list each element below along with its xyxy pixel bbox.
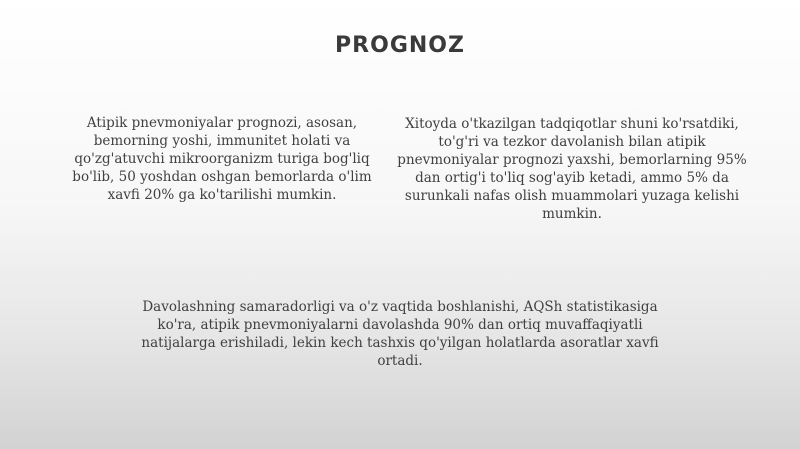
left-paragraph: Atipik pnevmoniyalar prognozi, asosan, bemorning yoshi, immunitet holati va qo'zg'atuvchi mikroorganizm turiga bog'liq bo'lib, 50 yoshdan oshgan bemorlarda o'lim xavfi 20% ga ko'tarilishi mumkin. [72, 115, 372, 203]
bottom-paragraph: Davolashning samaradorligi va o'z vaqtida boshlanishi, AQSh statistikasiga ko'ra, atipik pnevmoniyalarni davolashda 90% dan ortiq muvaffaqiyatli natijalarga erishiladi, lekin kech tashxis qo'yilgan holatlarda asoratlar xavfi ortadi. [141, 299, 659, 369]
right-paragraph: Xitoyda o'tkazilgan tadqiqotlar shuni ko'rsatdiki, to'g'ri va tezkor davolanish bilan atipik pnevmoniyalar prognozi yaxshi, bemorlarning 95% dan ortig'i to'liq sog'ayib ketadi, ammo 5% da surunkali nafas olish muammolari yuzaga kelishi mumkin. [397, 116, 747, 222]
slide-title: PROGNOZ [335, 33, 465, 58]
